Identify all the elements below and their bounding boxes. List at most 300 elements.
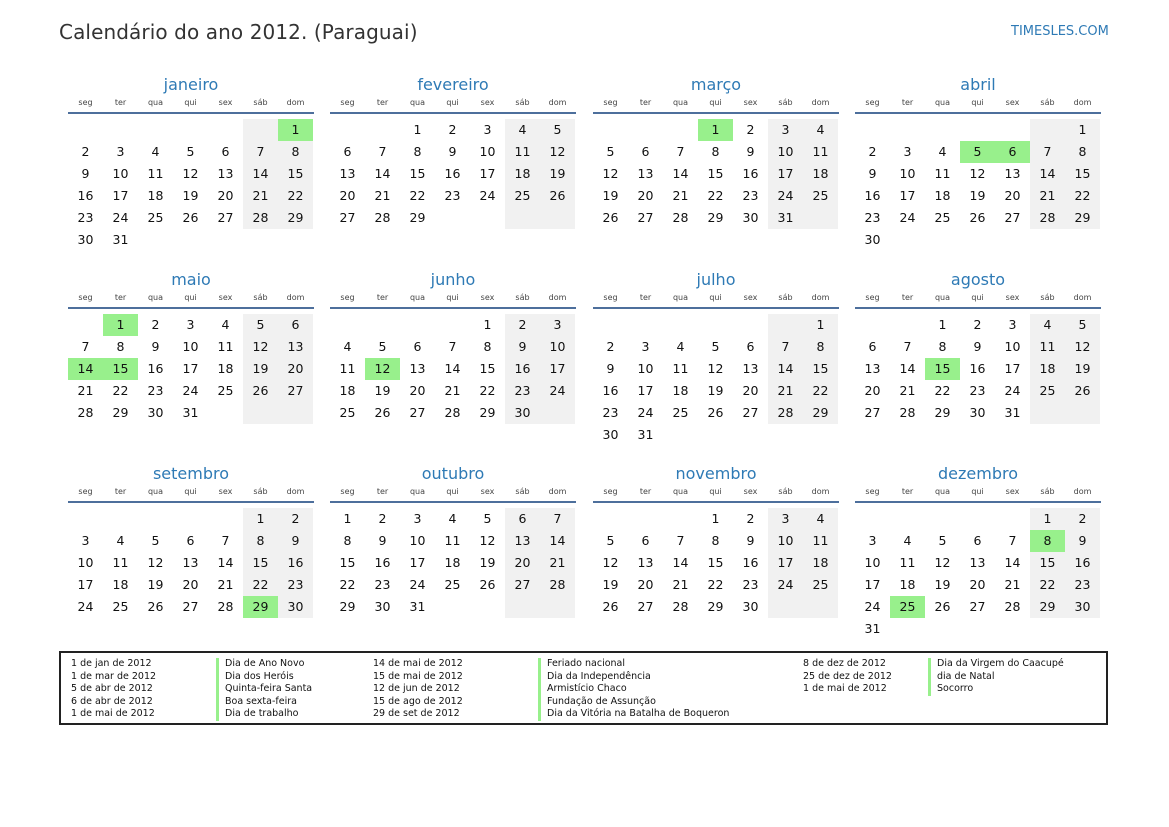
day-cell: 13 (339, 166, 356, 181)
holiday-day-cell: 1 (103, 314, 138, 336)
weekday-label: sáb (1040, 487, 1055, 496)
day-cell: 8 (343, 533, 352, 548)
day-cell: 8 (291, 144, 300, 159)
day-cell: 29 (1074, 210, 1091, 225)
day-cell: 10 (112, 166, 129, 181)
day-cell: 30 (742, 210, 759, 225)
month-setembro (68, 463, 314, 640)
day-cell: 16 (969, 361, 986, 376)
day-cell: 11 (1039, 339, 1056, 354)
day-cell: 5 (256, 317, 265, 332)
day-cell: 21 (217, 577, 234, 592)
day-cell: 25 (812, 577, 829, 592)
day-grid (593, 119, 839, 251)
weekday-label: ter (114, 98, 127, 107)
day-cell: 20 (339, 188, 356, 203)
day-cell: 28 (444, 405, 461, 420)
day-grid (68, 314, 314, 446)
day-cell: 3 (781, 511, 790, 526)
holiday-day-cell: 25 (890, 596, 925, 618)
day-cell: 11 (112, 555, 129, 570)
legend-dates-col-2 (373, 658, 463, 721)
day-cell: 10 (182, 339, 199, 354)
day-cell: 2 (746, 122, 755, 137)
weekday-header (855, 96, 1101, 114)
month-name: novembro (675, 464, 757, 483)
day-cell: 19 (1074, 361, 1091, 376)
day-cell: 23 (147, 383, 164, 398)
weekday-label: dom (286, 487, 305, 496)
day-cell: 20 (217, 188, 234, 203)
day-cell: 10 (777, 144, 794, 159)
day-cell: 10 (479, 144, 496, 159)
legend-entry: 6 de abr de 2012 (71, 695, 153, 707)
month-name: junho (430, 270, 476, 289)
weekday-label: dom (1073, 98, 1092, 107)
day-cell: 9 (606, 361, 615, 376)
weekday-label: sex (1005, 293, 1020, 302)
day-cell: 2 (518, 317, 527, 332)
day-cell: 25 (112, 599, 129, 614)
holiday-day-cell: 8 (1030, 530, 1065, 552)
day-cell: 18 (217, 361, 234, 376)
weekday-label: qui (446, 487, 459, 496)
day-cell: 28 (549, 577, 566, 592)
day-cell: 21 (899, 383, 916, 398)
weekday-label: dom (811, 293, 830, 302)
weekday-label: qua (409, 293, 426, 302)
day-cell: 29 (1039, 599, 1056, 614)
day-cell: 13 (287, 339, 304, 354)
legend-entry: Dia da Independência (538, 671, 729, 684)
day-cell: 27 (339, 210, 356, 225)
weekday-label: sex (743, 293, 758, 302)
weekday-label: seg (340, 293, 355, 302)
weekday-label: qua (147, 98, 164, 107)
day-cell: 13 (637, 555, 654, 570)
holiday-day-cell: 1 (698, 119, 733, 141)
day-cell: 21 (252, 188, 269, 203)
day-cell: 27 (637, 210, 654, 225)
weekday-label: ter (901, 293, 914, 302)
day-cell: 13 (864, 361, 881, 376)
day-cell: 14 (252, 166, 269, 181)
weekday-label: sáb (515, 293, 530, 302)
day-cell: 20 (514, 555, 531, 570)
day-cell: 23 (742, 188, 759, 203)
day-cell: 11 (514, 144, 531, 159)
month-março (593, 74, 839, 251)
day-cell: 31 (637, 427, 654, 442)
day-cell: 20 (287, 361, 304, 376)
day-cell: 25 (1039, 383, 1056, 398)
day-cell: 22 (339, 577, 356, 592)
day-cell: 1 (413, 122, 422, 137)
day-cell: 20 (637, 577, 654, 592)
day-cell: 16 (374, 555, 391, 570)
month-name: setembro (152, 464, 230, 483)
day-cell: 24 (637, 405, 654, 420)
day-cell: 8 (711, 533, 720, 548)
holiday-day-cell: 1 (278, 119, 313, 141)
day-cell: 23 (514, 383, 531, 398)
weekday-header (68, 291, 314, 309)
weekday-label: dom (811, 487, 830, 496)
day-cell: 4 (221, 317, 230, 332)
day-cell: 15 (339, 555, 356, 570)
day-cell: 21 (672, 188, 689, 203)
day-cell: 6 (343, 144, 352, 159)
day-cell: 27 (637, 599, 654, 614)
day-cell: 12 (969, 166, 986, 181)
weekday-label: sex (480, 487, 495, 496)
weekday-header (593, 291, 839, 309)
day-cell: 19 (707, 383, 724, 398)
day-cell: 30 (602, 427, 619, 442)
day-cell: 9 (448, 144, 457, 159)
day-cell: 4 (1043, 317, 1052, 332)
month-abril (855, 74, 1101, 251)
weekday-label: seg (340, 487, 355, 496)
day-cell: 2 (291, 511, 300, 526)
legend-entry: 12 de jun de 2012 (373, 683, 460, 695)
day-cell: 20 (182, 577, 199, 592)
day-cell: 23 (602, 405, 619, 420)
day-cell: 14 (899, 361, 916, 376)
day-cell: 13 (742, 361, 759, 376)
day-cell: 24 (182, 383, 199, 398)
day-cell: 7 (1043, 144, 1052, 159)
weekday-label: sex (743, 98, 758, 107)
weekday-label: qua (147, 293, 164, 302)
day-cell: 4 (518, 122, 527, 137)
day-cell: 26 (479, 577, 496, 592)
day-cell: 11 (672, 361, 689, 376)
day-cell: 10 (899, 166, 916, 181)
day-grid (68, 508, 314, 640)
day-cell: 25 (672, 405, 689, 420)
day-cell: 1 (816, 317, 825, 332)
day-cell: 1 (343, 511, 352, 526)
day-cell: 13 (409, 361, 426, 376)
day-cell: 7 (221, 533, 230, 548)
day-cell: 23 (864, 210, 881, 225)
day-cell: 6 (868, 339, 877, 354)
day-cell: 16 (864, 188, 881, 203)
day-cell: 7 (256, 144, 265, 159)
day-cell: 25 (514, 188, 531, 203)
day-cell: 27 (742, 405, 759, 420)
day-cell: 31 (777, 210, 794, 225)
day-cell: 4 (816, 511, 825, 526)
day-cell: 28 (374, 210, 391, 225)
day-cell: 28 (1039, 210, 1056, 225)
day-cell: 18 (934, 188, 951, 203)
day-cell: 29 (707, 210, 724, 225)
day-cell: 30 (287, 599, 304, 614)
day-cell: 7 (781, 339, 790, 354)
day-cell: 3 (116, 144, 125, 159)
day-cell: 13 (637, 166, 654, 181)
day-cell: 17 (409, 555, 426, 570)
day-cell: 4 (938, 144, 947, 159)
day-cell: 30 (514, 405, 531, 420)
weekday-label: qui (446, 293, 459, 302)
day-cell: 15 (812, 361, 829, 376)
weekday-label: seg (78, 487, 93, 496)
day-cell: 26 (374, 405, 391, 420)
day-cell: 12 (602, 166, 619, 181)
weekday-label: qua (409, 487, 426, 496)
day-cell: 22 (707, 188, 724, 203)
weekday-label: qui (184, 98, 197, 107)
day-cell: 12 (549, 144, 566, 159)
day-cell: 3 (641, 339, 650, 354)
month-fevereiro (330, 74, 576, 251)
weekday-label: dom (1073, 293, 1092, 302)
day-cell: 13 (514, 533, 531, 548)
day-cell: 16 (742, 555, 759, 570)
day-cell: 22 (707, 577, 724, 592)
day-cell: 17 (549, 361, 566, 376)
day-cell: 11 (899, 555, 916, 570)
day-cell: 3 (413, 511, 422, 526)
day-cell: 9 (973, 339, 982, 354)
weekday-label: sáb (515, 98, 530, 107)
legend-entry: dia de Natal (928, 671, 1064, 684)
day-cell: 16 (287, 555, 304, 570)
day-cell: 30 (742, 599, 759, 614)
day-cell: 8 (816, 339, 825, 354)
month-name: maio (171, 270, 211, 289)
day-cell: 3 (483, 122, 492, 137)
day-grid (855, 508, 1101, 640)
day-cell: 24 (112, 210, 129, 225)
day-cell: 11 (812, 144, 829, 159)
day-cell: 18 (812, 166, 829, 181)
day-cell: 9 (1078, 533, 1087, 548)
legend-entry: Dia de Ano Novo (216, 658, 312, 671)
legend-entry: Dia dos Heróis (216, 671, 312, 684)
day-cell: 22 (934, 383, 951, 398)
day-cell: 18 (514, 166, 531, 181)
day-cell: 26 (602, 210, 619, 225)
day-cell: 2 (448, 122, 457, 137)
day-cell: 24 (777, 577, 794, 592)
legend-entry: 25 de dez de 2012 (803, 670, 892, 682)
day-cell: 25 (339, 405, 356, 420)
weekday-label: dom (548, 98, 567, 107)
month-novembro (593, 463, 839, 640)
legend-names-col-1 (216, 658, 312, 721)
day-cell: 19 (252, 361, 269, 376)
day-cell: 14 (217, 555, 234, 570)
day-cell: 13 (182, 555, 199, 570)
day-cell: 18 (1039, 361, 1056, 376)
holiday-day-cell: 5 (960, 141, 995, 163)
day-cell: 31 (182, 405, 199, 420)
day-cell: 28 (77, 405, 94, 420)
site-link[interactable]: TIMESLES.COM (1011, 24, 1109, 39)
day-cell: 6 (221, 144, 230, 159)
weekday-label: qui (971, 293, 984, 302)
day-cell: 6 (641, 144, 650, 159)
day-cell: 9 (151, 339, 160, 354)
day-cell: 21 (549, 555, 566, 570)
day-cell: 19 (549, 166, 566, 181)
day-cell: 9 (518, 339, 527, 354)
day-cell: 17 (77, 577, 94, 592)
day-cell: 19 (934, 577, 951, 592)
day-cell: 28 (672, 210, 689, 225)
day-cell: 24 (77, 599, 94, 614)
day-cell: 19 (602, 188, 619, 203)
weekday-label: ter (114, 293, 127, 302)
day-cell: 17 (777, 166, 794, 181)
day-cell: 29 (707, 599, 724, 614)
weekday-label: qui (971, 487, 984, 496)
day-cell: 22 (1039, 577, 1056, 592)
day-cell: 4 (448, 511, 457, 526)
day-cell: 22 (112, 383, 129, 398)
day-cell: 6 (746, 339, 755, 354)
day-cell: 8 (256, 533, 265, 548)
month-maio (68, 269, 314, 446)
day-cell: 22 (1074, 188, 1091, 203)
weekday-label: sáb (515, 487, 530, 496)
day-cell: 5 (483, 511, 492, 526)
day-cell: 15 (707, 166, 724, 181)
day-cell: 12 (707, 361, 724, 376)
day-cell: 27 (182, 599, 199, 614)
day-cell: 11 (339, 361, 356, 376)
legend-entry: 15 de ago de 2012 (373, 695, 463, 707)
day-cell: 27 (969, 599, 986, 614)
day-cell: 11 (217, 339, 234, 354)
weekday-label: sáb (253, 293, 268, 302)
month-janeiro (68, 74, 314, 251)
weekday-label: sex (218, 293, 233, 302)
day-cell: 26 (252, 383, 269, 398)
day-cell: 25 (217, 383, 234, 398)
day-cell: 31 (864, 621, 881, 636)
weekday-label: dom (811, 98, 830, 107)
day-cell: 28 (252, 210, 269, 225)
day-grid (330, 508, 576, 640)
legend-entry: Quinta-feira Santa (216, 683, 312, 696)
day-cell: 5 (186, 144, 195, 159)
day-cell: 30 (77, 232, 94, 247)
day-cell: 1 (483, 317, 492, 332)
day-cell: 13 (1004, 166, 1021, 181)
day-cell: 19 (479, 555, 496, 570)
weekday-header (593, 485, 839, 503)
day-grid (68, 119, 314, 251)
holiday-day-cell: 12 (365, 358, 400, 380)
day-cell: 2 (746, 511, 755, 526)
day-cell: 8 (938, 339, 947, 354)
page-title: Calendário do ano 2012. (Paraguai) (59, 20, 418, 44)
legend-entry: Boa sexta-feira (216, 696, 312, 709)
day-cell: 3 (781, 122, 790, 137)
month-name: fevereiro (417, 75, 489, 94)
day-cell: 28 (672, 599, 689, 614)
day-cell: 1 (711, 511, 720, 526)
day-cell: 19 (147, 577, 164, 592)
day-cell: 27 (514, 577, 531, 592)
day-cell: 6 (973, 533, 982, 548)
day-cell: 6 (518, 511, 527, 526)
legend-names-col-2 (538, 658, 729, 721)
legend-entry: 1 de mai de 2012 (803, 683, 887, 695)
day-cell: 4 (343, 339, 352, 354)
day-cell: 30 (969, 405, 986, 420)
legend-entry: Armistício Chaco (538, 683, 729, 696)
day-cell: 5 (606, 533, 615, 548)
day-cell: 10 (77, 555, 94, 570)
day-cell: 1 (938, 317, 947, 332)
day-cell: 29 (112, 405, 129, 420)
weekday-label: ter (376, 487, 389, 496)
day-cell: 16 (147, 361, 164, 376)
day-cell: 16 (444, 166, 461, 181)
day-cell: 15 (1074, 166, 1091, 181)
day-cell: 15 (479, 361, 496, 376)
day-cell: 27 (1004, 210, 1021, 225)
legend-dates-col-3 (803, 658, 892, 696)
weekday-label: sex (218, 487, 233, 496)
weekday-label: sáb (1040, 98, 1055, 107)
day-cell: 20 (637, 188, 654, 203)
day-cell: 9 (746, 144, 755, 159)
day-cell: 2 (606, 339, 615, 354)
day-cell: 18 (812, 555, 829, 570)
weekday-label: qua (147, 487, 164, 496)
weekday-label: qua (934, 487, 951, 496)
legend-entry: 1 de jan de 2012 (71, 658, 152, 669)
day-cell: 31 (1004, 405, 1021, 420)
day-cell: 7 (676, 533, 685, 548)
weekday-label: qua (409, 98, 426, 107)
day-cell: 13 (217, 166, 234, 181)
day-cell: 16 (1074, 555, 1091, 570)
day-cell: 29 (479, 405, 496, 420)
weekday-label: qua (934, 98, 951, 107)
day-cell: 26 (602, 599, 619, 614)
day-grid (855, 119, 1101, 251)
legend-entry: Socorro (928, 683, 1064, 696)
day-cell: 10 (1004, 339, 1021, 354)
day-cell: 3 (903, 144, 912, 159)
weekday-label: ter (901, 487, 914, 496)
day-cell: 29 (339, 599, 356, 614)
day-cell: 3 (81, 533, 90, 548)
day-cell: 2 (868, 144, 877, 159)
day-cell: 23 (742, 577, 759, 592)
legend-entry: Fundação de Assunção (538, 696, 729, 709)
weekday-header (330, 485, 576, 503)
weekday-label: seg (78, 98, 93, 107)
day-cell: 24 (899, 210, 916, 225)
weekday-label: ter (376, 293, 389, 302)
day-cell: 2 (151, 317, 160, 332)
holiday-legend (59, 651, 1108, 725)
weekday-label: sáb (778, 487, 793, 496)
day-cell: 5 (151, 533, 160, 548)
day-cell: 10 (549, 339, 566, 354)
day-cell: 4 (116, 533, 125, 548)
day-cell: 29 (287, 210, 304, 225)
